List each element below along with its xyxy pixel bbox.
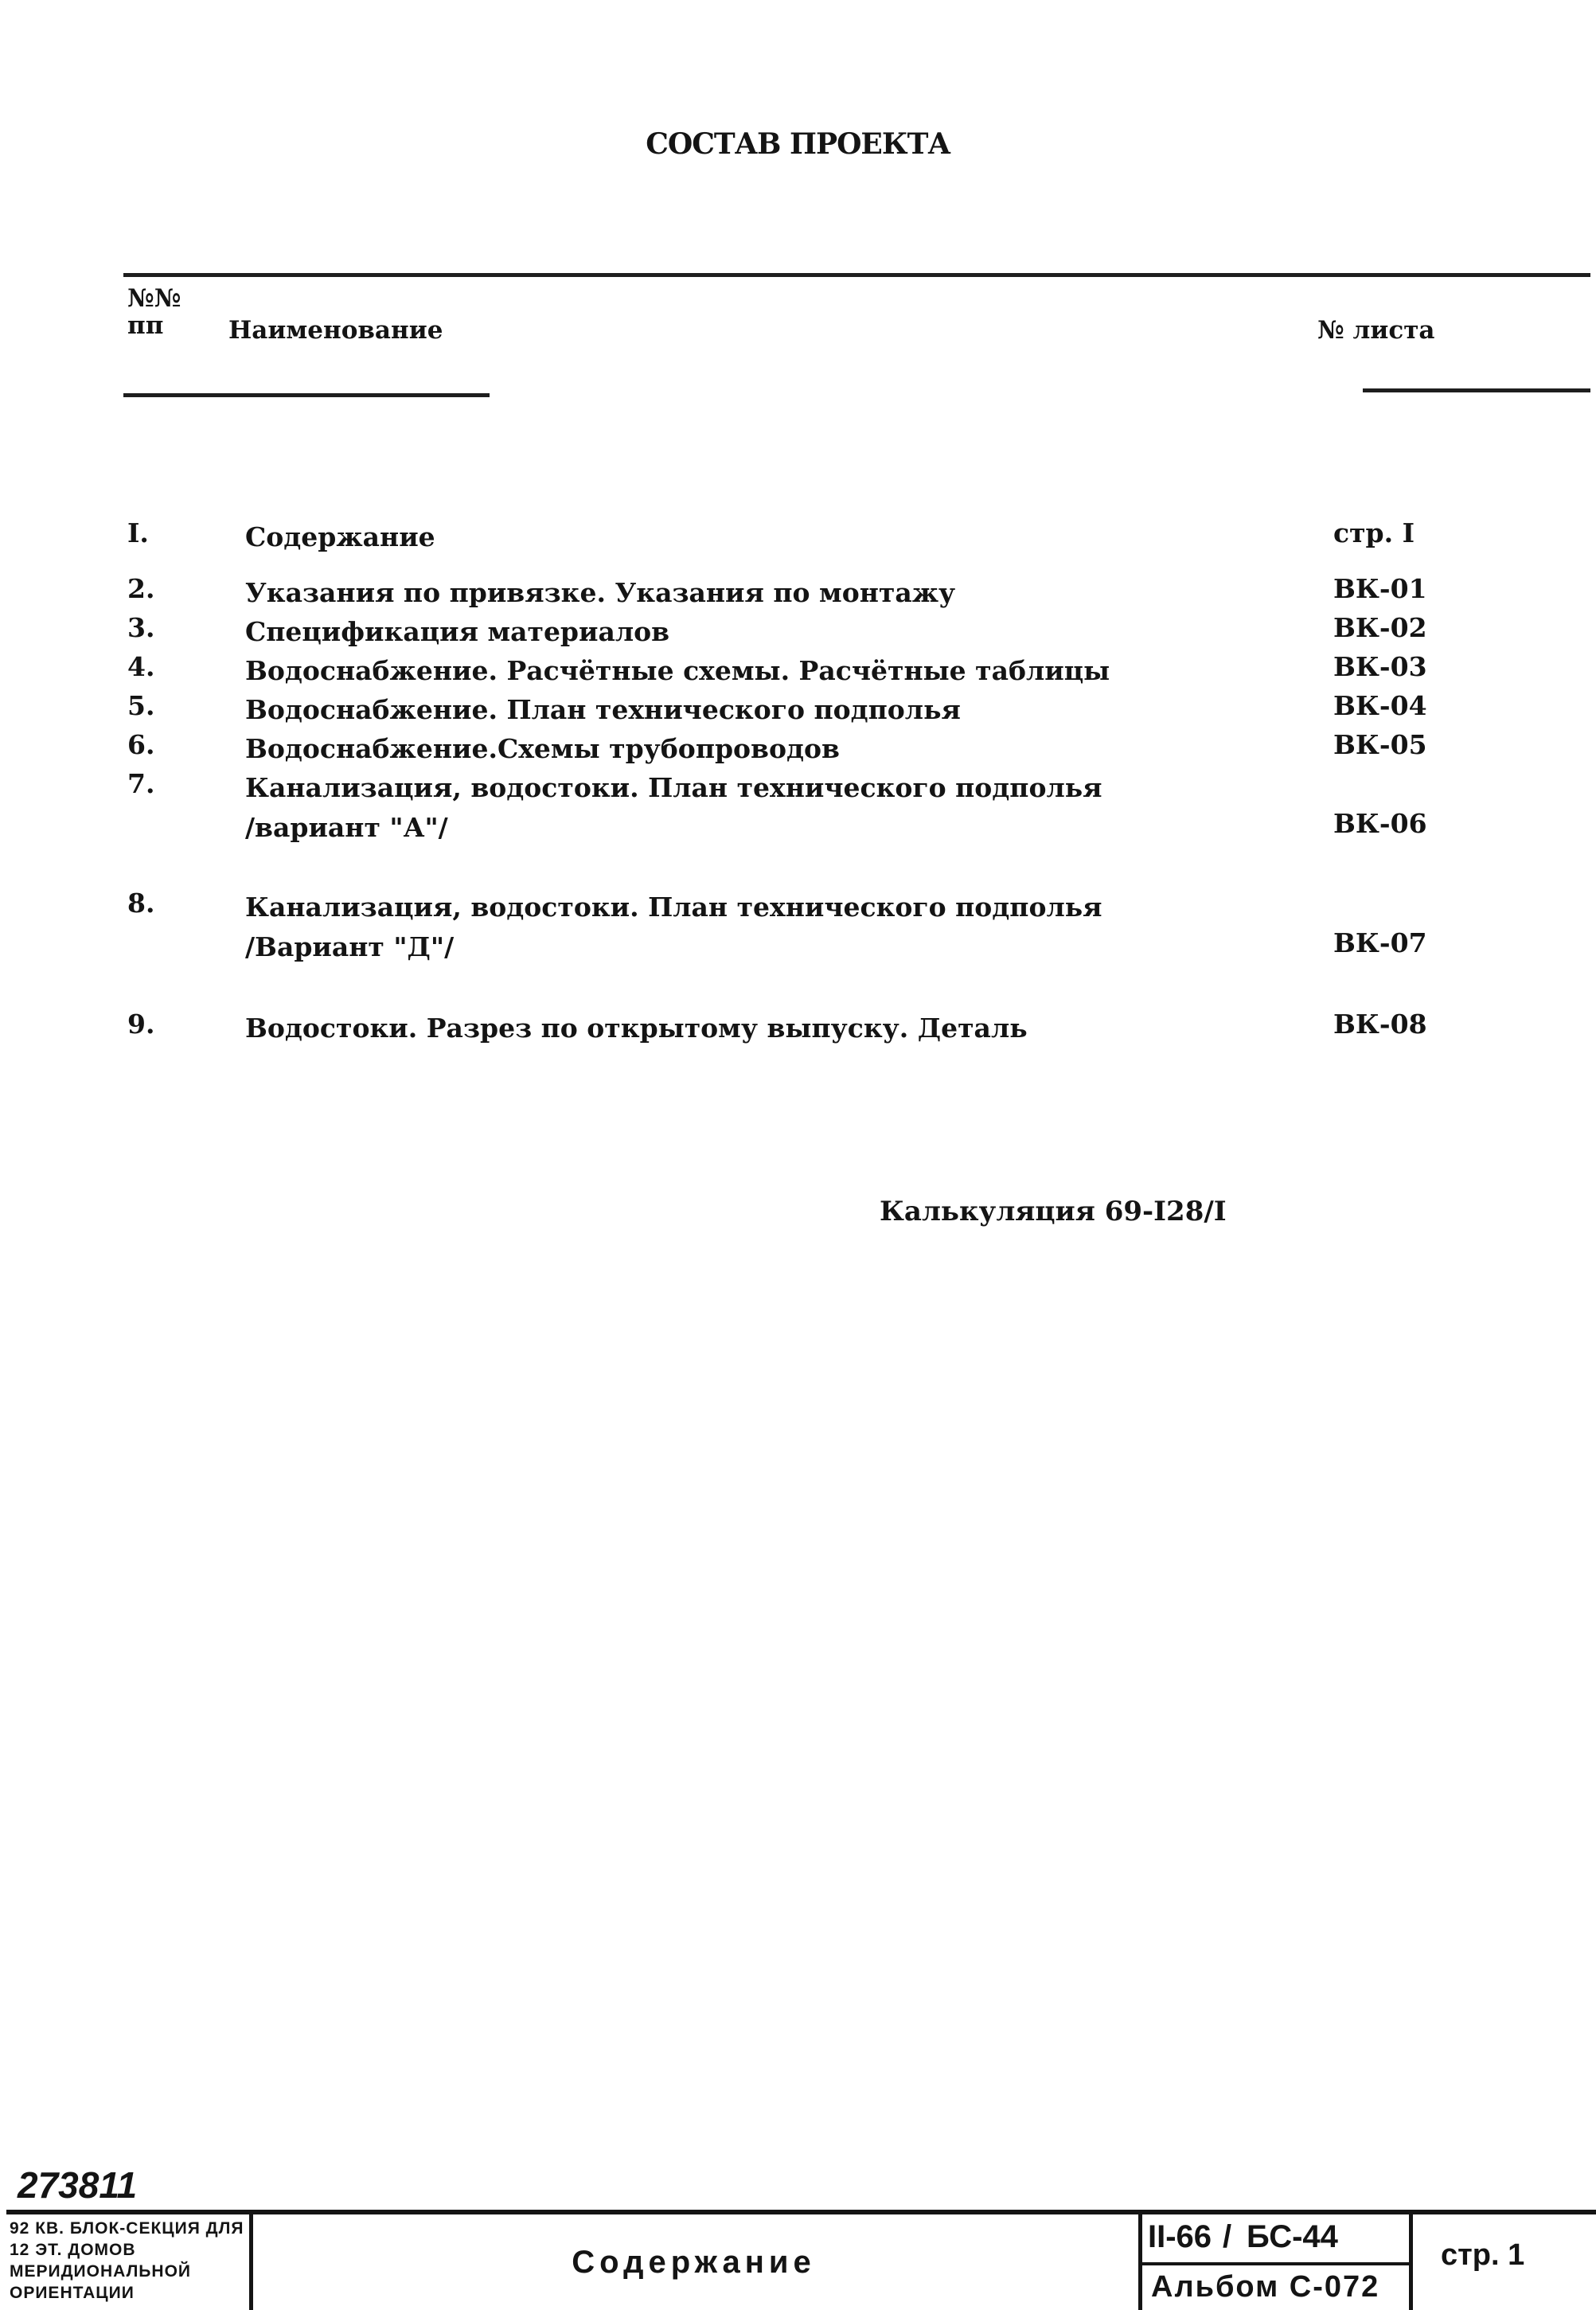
item-sheet: ВК-05 — [1333, 729, 1427, 760]
item-number: 6. — [127, 729, 155, 760]
item-number: 8. — [127, 888, 155, 919]
item-number: 2. — [127, 573, 155, 604]
document-name: Содержание — [572, 2245, 816, 2280]
item-name: Указания по привязке. Указания по монтажу — [245, 577, 956, 608]
item-number: 5. — [127, 690, 155, 721]
item-name: Канализация, водостоки. План технического подполья /Вариант "Д"/ — [245, 892, 1102, 962]
calculation-reference: Калькуляция 69-I28/I — [880, 1196, 1227, 1227]
item-number: 3. — [127, 612, 155, 643]
item-name: Водоснабжение. Расчётные схемы. Расчётные таблицы — [245, 655, 1110, 686]
album-label: Альбом С-072 — [1151, 2270, 1380, 2304]
item-sheet: ВК-03 — [1333, 651, 1427, 682]
sheet-number: стр. 1 — [1441, 2238, 1525, 2272]
title-block-sheet-cell — [1409, 2214, 1596, 2310]
document-title: СОСТАВ ПРОЕКТА — [646, 127, 950, 161]
series-code: II-66 — [1148, 2219, 1212, 2254]
series-separator: / — [1223, 2219, 1232, 2254]
header-number-label-bottom: пп — [127, 311, 164, 340]
item-sheet: ВК-06 — [1333, 808, 1427, 839]
series-row — [1138, 2214, 1409, 2265]
item-sheet: стр. I — [1333, 517, 1415, 548]
item-number: I. — [127, 517, 149, 548]
title-block-series-cell — [1138, 2214, 1413, 2310]
item-number: 9. — [127, 1009, 155, 1040]
item-sheet: ВК-08 — [1333, 1009, 1427, 1040]
inventory-number: 273811 — [18, 2164, 138, 2206]
title-block — [6, 2210, 1596, 2310]
item-number: 4. — [127, 651, 155, 682]
item-name: Водоснабжение.Схемы трубопроводов — [245, 733, 840, 764]
title-block-organization-cell — [6, 2214, 253, 2310]
item-name: Спецификация материалов — [245, 616, 670, 647]
item-sheet: ВК-07 — [1333, 927, 1427, 958]
item-number: 7. — [127, 768, 155, 799]
organization-text: 92 КВ. БЛОК-СЕКЦИЯ ДЛЯ 12 ЭТ. ДОМОВ МЕРИДИОНАЛЬНОЙ ОРИЕНТАЦИИ — [10, 2219, 244, 2302]
project-code: БС-44 — [1247, 2219, 1338, 2254]
item-sheet: ВК-04 — [1333, 690, 1427, 721]
header-name-label: Наименование — [228, 316, 443, 345]
header-number-label-top: №№ — [127, 284, 181, 313]
header-bottom-rule-right — [1363, 388, 1590, 392]
header-sheet-label: № листа — [1317, 316, 1435, 345]
item-name: Водоснабжение. План технического подполья — [245, 694, 961, 725]
title-block-document-cell — [249, 2214, 1142, 2310]
header-top-rule — [123, 273, 1590, 277]
item-name: Водостоки. Разрез по открытому выпуску. Деталь — [245, 1013, 1028, 1044]
item-sheet: ВК-02 — [1333, 612, 1427, 643]
header-number-label — [127, 285, 181, 339]
item-name: Канализация, водостоки. План технического подполья /вариант "А"/ — [245, 772, 1102, 843]
item-name: Содержание — [245, 521, 435, 552]
item-sheet: ВК-01 — [1333, 573, 1427, 604]
header-bottom-rule-left — [123, 393, 490, 397]
